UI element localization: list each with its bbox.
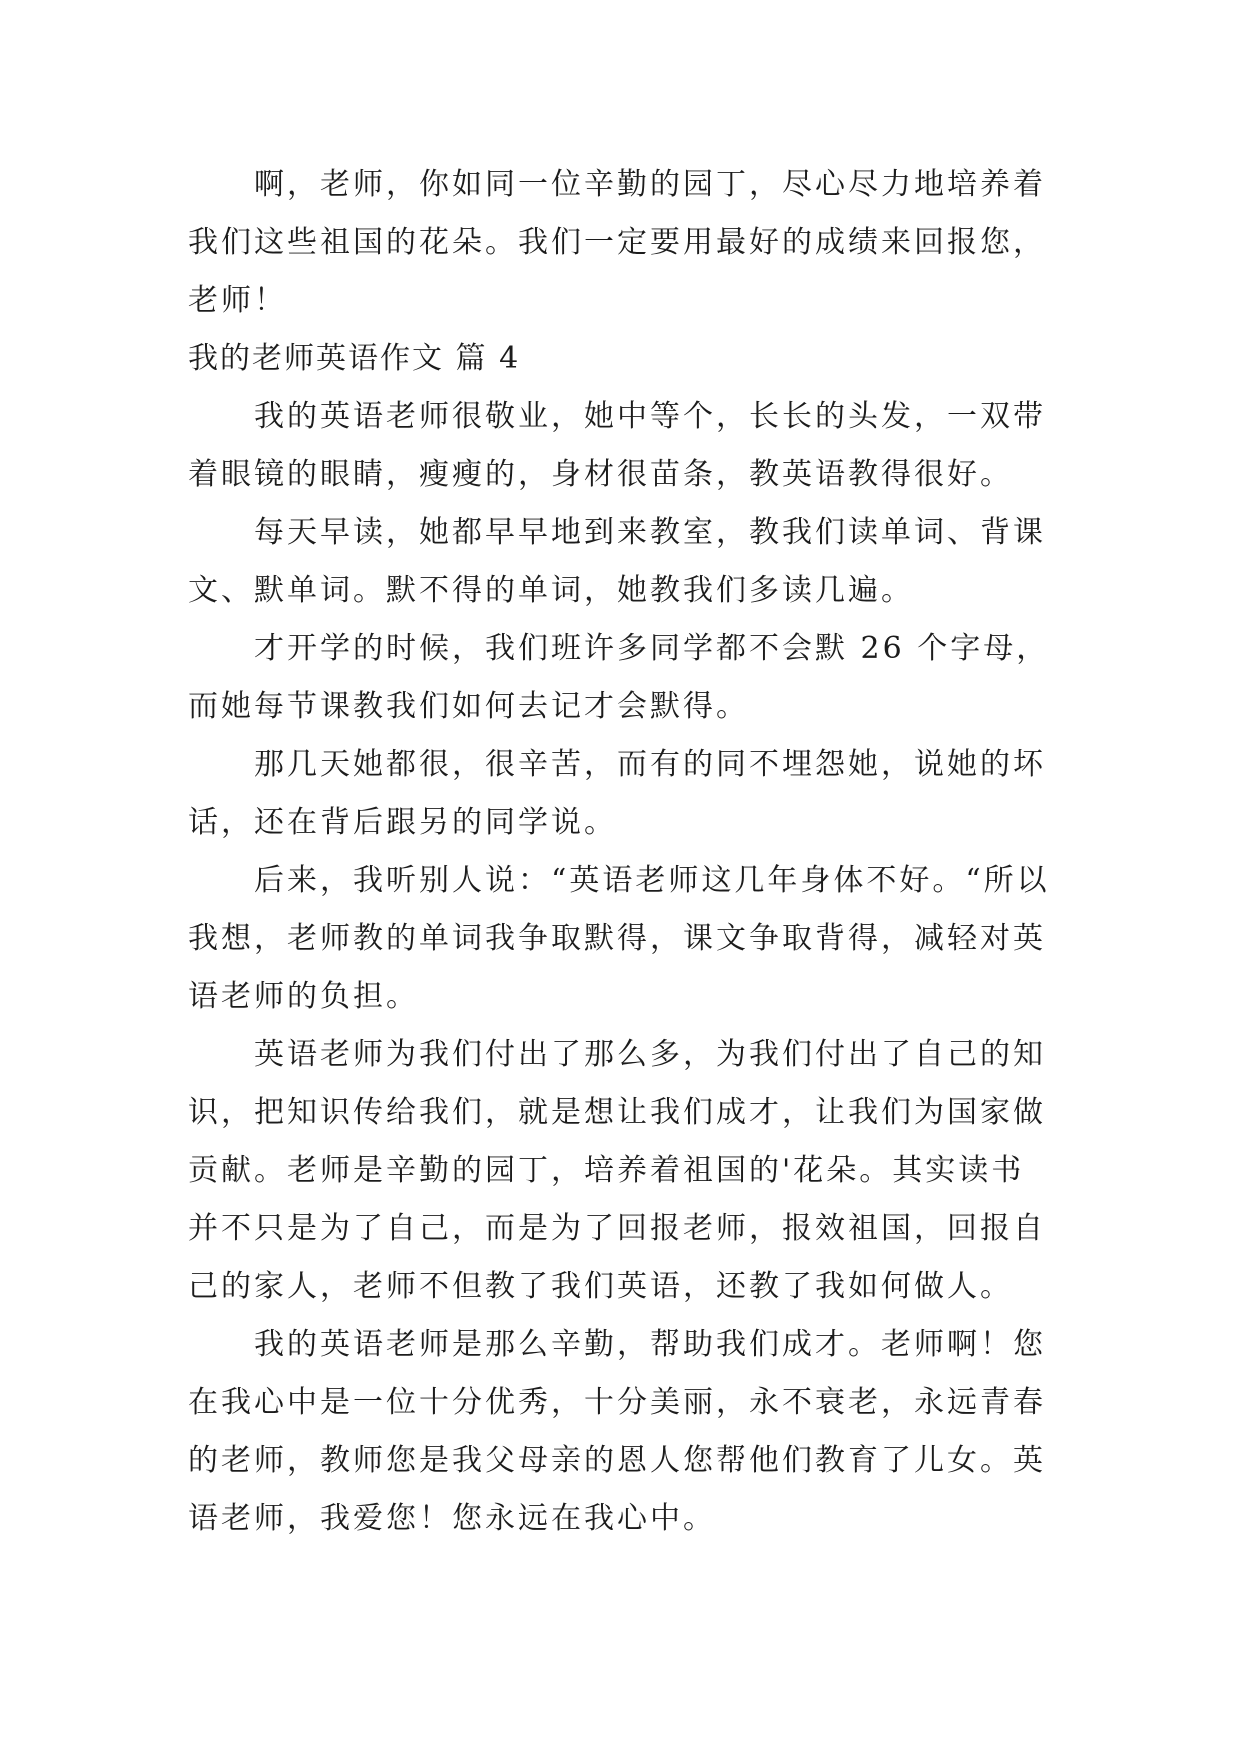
- paragraph-line: 后来，我听别人说：“英语老师这几年身体不好。“所以: [254, 863, 1050, 898]
- paragraph-line: 才开学的时候，我们班许多同学都不会默 26 个字母，: [254, 631, 1050, 666]
- paragraph-line: 我的英语老师是那么辛勤，帮助我们成才。老师啊！您: [254, 1327, 1046, 1362]
- paragraph-line: 并不只是为了自己，而是为了回报老师，报效祖国，回报自: [188, 1211, 1046, 1246]
- paragraph-line: 每天早读，她都早早地到来教室，教我们读单词、背课: [254, 515, 1046, 550]
- paragraph-line: 贡献。老师是辛勤的园丁，培养着祖国的'花朵。其实读书: [188, 1153, 1025, 1188]
- section-heading: 我的老师英语作文 篇 4: [188, 341, 521, 376]
- paragraph-line: 我想，老师教的单词我争取默得，课文争取背得，减轻对英: [188, 921, 1046, 956]
- paragraph-line: 英语老师为我们付出了那么多，为我们付出了自己的知: [254, 1037, 1046, 1072]
- paragraph-line: 语老师，我爱您！您永远在我心中。: [188, 1501, 716, 1536]
- paragraph-line: 识，把知识传给我们，就是想让我们成才，让我们为国家做: [188, 1095, 1046, 1130]
- paragraph-line: 的老师，教师您是我父母亲的恩人您帮他们教育了儿女。英: [188, 1443, 1046, 1478]
- paragraph-line: 在我心中是一位十分优秀，十分美丽，永不衰老，永远青春: [188, 1385, 1046, 1420]
- paragraph-line: 而她每节课教我们如何去记才会默得。: [188, 689, 749, 724]
- paragraph-line: 着眼镜的眼睛，瘦瘦的，身材很苗条，教英语教得很好。: [188, 457, 1013, 492]
- paragraph-line: 啊，老师，你如同一位辛勤的园丁，尽心尽力地培养着: [254, 167, 1046, 202]
- paragraph-line: 我们这些祖国的花朵。我们一定要用最好的成绩来回报您，: [188, 225, 1046, 260]
- paragraph-line: 己的家人，老师不但教了我们英语，还教了我如何做人。: [188, 1269, 1013, 1304]
- paragraph-line: 话，还在背后跟另的同学说。: [188, 805, 617, 840]
- paragraph-line: 那几天她都很，很辛苦，而有的同不埋怨她，说她的坏: [254, 747, 1046, 782]
- paragraph-line: 文、默单词。默不得的单词，她教我们多读几遍。: [188, 573, 914, 608]
- paragraph-line: 我的英语老师很敬业，她中等个，长长的头发，一双带: [254, 399, 1046, 434]
- paragraph-line: 老师！: [188, 283, 287, 318]
- paragraph-line: 语老师的负担。: [188, 979, 419, 1014]
